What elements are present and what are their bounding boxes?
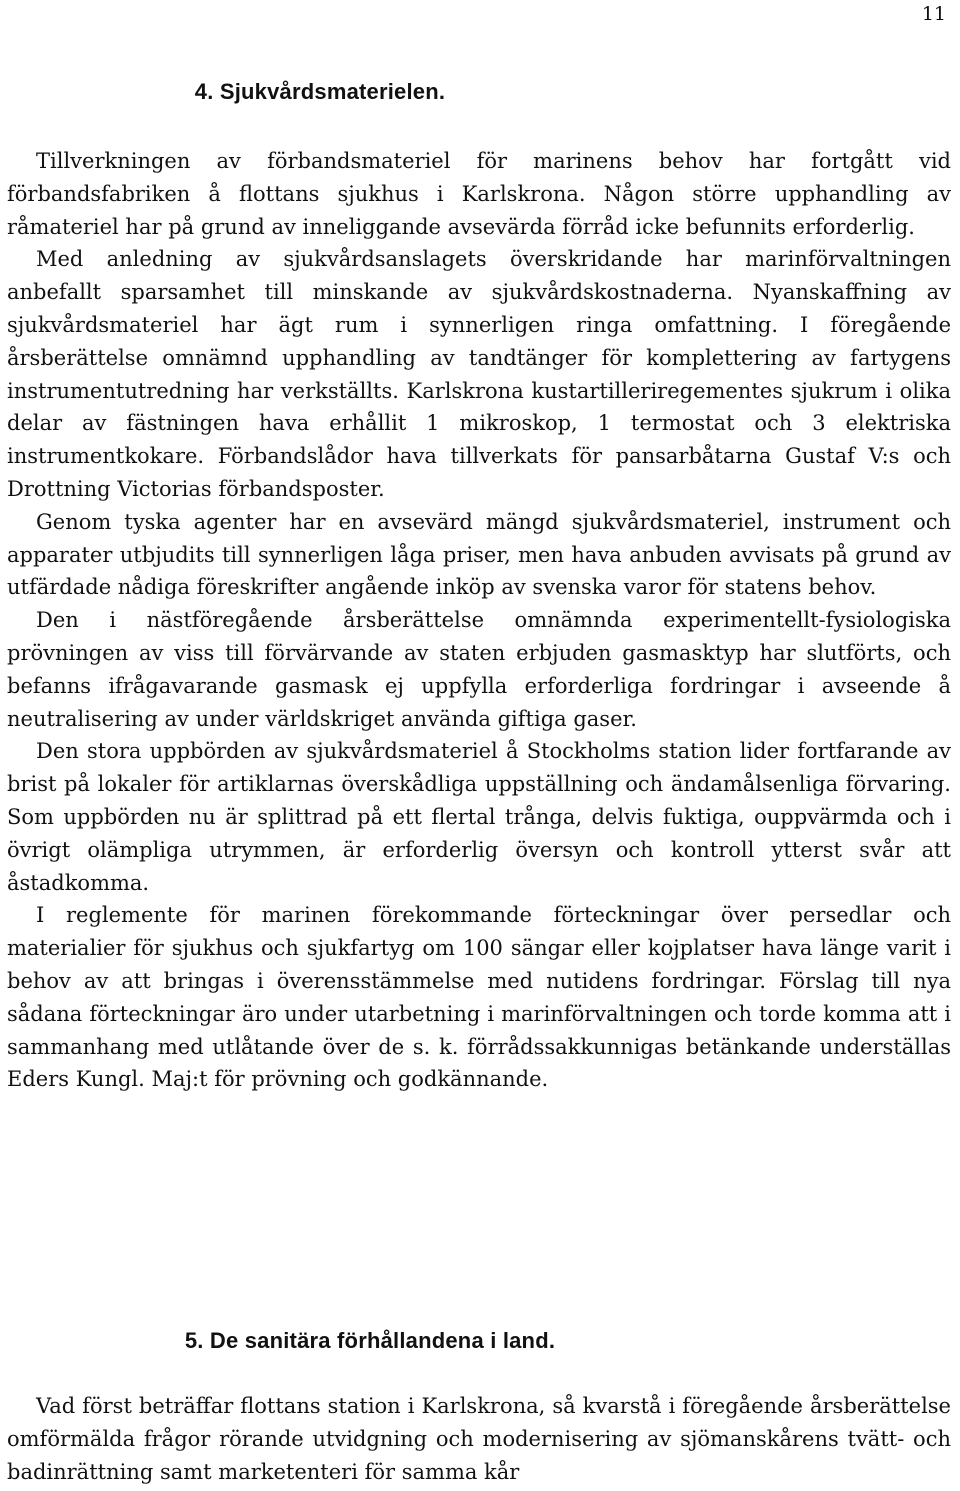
paragraph: Genom tyska agenter har en avsevärd mängd sjukvårdsmateriel, instrument och apparater utbjudits till synnerligen låga priser, men hava anbuden avvisats på grund av utfärdade nådiga föreskrifter angående inköp av svenska varor för statens behov. xyxy=(7,509,951,600)
section-heading-sjukvardsmaterielen: 4. Sjukvårdsmaterielen. xyxy=(194,79,446,104)
section-body-sanitara-forhallandena xyxy=(7,1390,951,1488)
paragraph: Vad först beträffar flottans station i Karlskrona, så kvarstå i föregående årsberättelse omförmälda frågor rörande utvidgning och modernisering av sjömanskårens tvätt- och badinrättning samt marketenteri för samma kår xyxy=(7,1394,951,1484)
paragraph: Tillverkningen av förbandsmateriel för marinens behov har fortgått vid förbandsfabriken å flottans sjukhus i Karlskrona. Någon större upphandling av råmateriel har på grund av inneliggande avsevärda förråd icke befunnits erforderlig. xyxy=(7,149,951,239)
paragraph: Den stora uppbörden av sjukvårdsmateriel å Stockholms station lider fortfarande av brist på lokaler för artiklarnas överskådliga uppställning och ändamålsenliga förvaring. Som uppbörden nu är splittrad på ett flertal trånga, delvis fuktiga, ouppvärmda och i övrigt olämpliga utrymmen, är erforderlig översyn och kontroll ytterst svår att åstadkomma. xyxy=(7,739,951,895)
section-body-sjukvardsmaterielen xyxy=(7,145,951,1096)
paragraph: Med anledning av sjukvårdsanslagets överskridande har marinförvaltningen anbefallt sparsamhet till minskande av sjukvårdskostnaderna. Nyanskaffning av sjukvårdsmateriel har ägt rum i synnerligen ringa omfattning. I föregående årsberättelse omnämnd upphandling av tandtänger för komplettering av fartygens instrumentutredning har verkställts. Karlskrona kustartilleriregementes sjukrum i olika delar av fästningen hava erhållit 1 mikroskop, 1 termostat och 3 elektriska instrumentkokare. Förbandslådor hava tillverkats för pansarbåtarna Gustaf V:s och Drottning Victorias förbandsposter. xyxy=(7,247,951,501)
paragraph: I reglemente för marinen förekommande förteckningar över persedlar och materialier för sjukhus och sjukfartyg om 100 sängar eller kojplatser hava länge varit i behov av att bringas i överensstämmelse med nutidens fordringar. Förslag till nya sådana förteckningar äro under utarbetning i marinförvaltningen och torde komma att i sammanhang med utlåtande över de s. k. förrådssakkunnigas betänkande underställas Eders Kungl. Maj:t för prövning och godkännande. xyxy=(7,903,951,1092)
section-heading-sanitara-forhallandena: 5. De sanitära förhållandena i land. xyxy=(184,1328,556,1353)
page-number: 11 xyxy=(921,3,946,25)
paragraph: Den i nästföregående årsberättelse omnämnda experimentellt-fysiologiska prövningen av viss till förvärvande av staten erbjuden gasmasktyp har slutförts, och befanns ifrågavarande gasmask ej uppfylla erforderliga fordringar i avseende å neutralisering av under världskriget använda giftiga gaser. xyxy=(7,608,951,731)
